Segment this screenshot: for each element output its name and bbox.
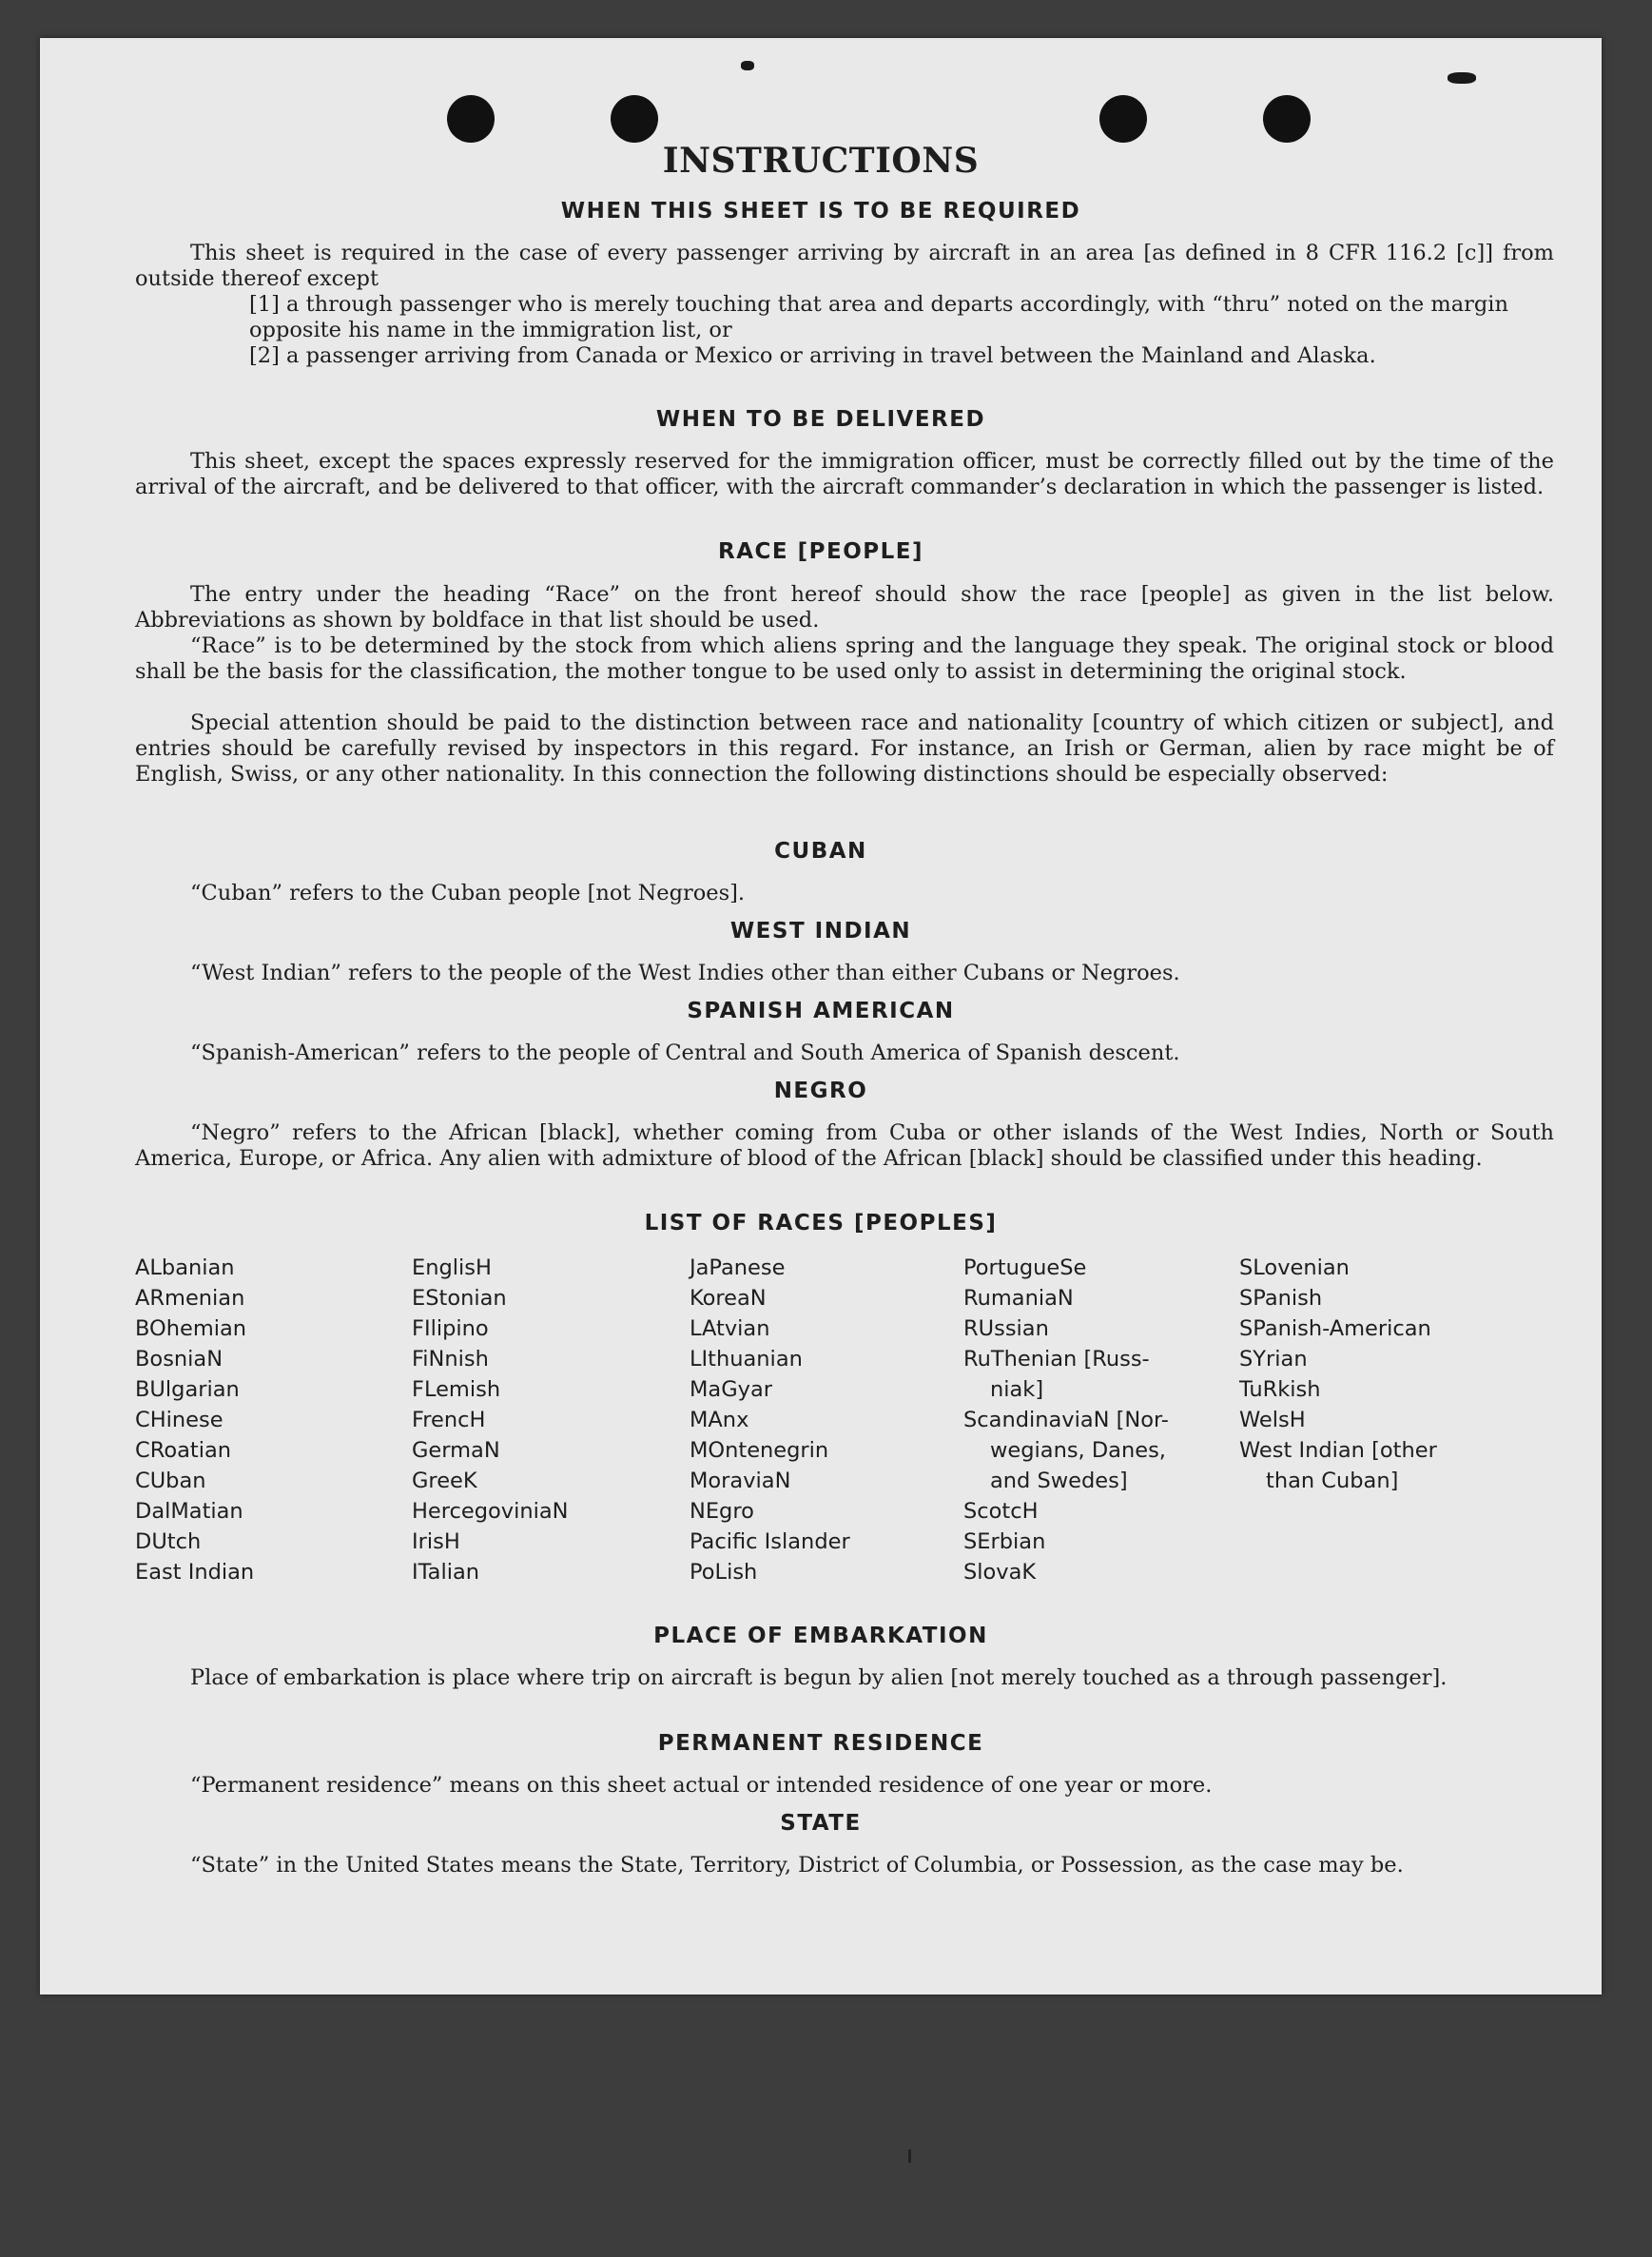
paragraph: Place of embarkation is place where trip on aircraft is begun by alien [not merely touched as a through passenger].	[190, 1665, 1448, 1690]
section-heading: PERMANENT RESIDENCE	[657, 1731, 984, 1756]
section-heading: NEGRO	[773, 1079, 868, 1103]
race-list-column	[963, 1253, 1169, 1587]
list-item: BOhemian	[135, 1316, 247, 1341]
paragraph: “West Indian” refers to the people of the West Indies other than either Cubans or Negroes.	[190, 961, 1180, 985]
list-item: ScotcH	[963, 1499, 1039, 1524]
list-item: PortugueSe	[963, 1255, 1087, 1280]
page-title: INSTRUCTIONS	[662, 141, 980, 181]
list-item: RUssian	[963, 1316, 1049, 1341]
list-item: Pacific Islander	[690, 1529, 850, 1554]
list-item: FIlipino	[412, 1316, 489, 1341]
list-item: JaPanese	[690, 1255, 786, 1280]
paragraph: This sheet is required in the case of every passenger arriving by aircraft in an area [as defined in 8 CFR 116.2 [c]] from outside thereof except	[135, 241, 1554, 291]
paragraph: “Negro” refers to the African [black], whether coming from Cuba or other islands of the West Indies, North or South America, Europe, or Africa. Any alien with admixture of blood of the African [black] should be classified under this heading.	[135, 1120, 1554, 1171]
list-item: SPanish	[1239, 1286, 1323, 1311]
paragraph: This sheet, except the spaces expressly reserved for the immigration officer, must be correctly filled out by the time of the arrival of the aircraft, and be delivered to that officer, with the aircraft commander’s declaration in which the passenger is listed.	[135, 449, 1554, 499]
list-item: MaGyar	[690, 1377, 772, 1402]
list-item: ALbanian	[135, 1255, 235, 1280]
list-item: MOntenegrin	[690, 1438, 829, 1463]
list-item: ITalian	[412, 1560, 479, 1585]
section-heading: CUBAN	[774, 839, 867, 864]
document-page	[40, 38, 1602, 1994]
list-item: CUban	[135, 1469, 206, 1493]
list-item: EStonian	[412, 1286, 507, 1311]
list-item: EnglisH	[412, 1255, 492, 1280]
list-item: FLemish	[412, 1377, 501, 1402]
section-heading: WHEN THIS SHEET IS TO BE REQUIRED	[560, 199, 1081, 224]
list-item: GreeK	[412, 1469, 477, 1493]
list-item: GermaN	[412, 1438, 500, 1463]
list-item: SLovenian	[1239, 1255, 1350, 1280]
list-item: FiNnish	[412, 1347, 489, 1372]
list-item: KoreaN	[690, 1286, 767, 1311]
list-item: SErbian	[963, 1529, 1046, 1554]
list-item: and Swedes]	[990, 1469, 1128, 1493]
list-item: RuThenian [Russ-	[963, 1347, 1150, 1372]
list-item: TuRkish	[1239, 1377, 1321, 1402]
list-item: ARmenian	[135, 1286, 245, 1311]
list-item: CHinese	[135, 1408, 224, 1432]
list-item: ScandinaviaN [Nor-	[963, 1408, 1169, 1432]
list-item: than Cuban]	[1266, 1469, 1399, 1493]
paragraph: “Permanent residence” means on this sheet actual or intended residence of one year or more.	[190, 1773, 1213, 1798]
race-list-column	[690, 1253, 850, 1587]
list-item: HercegoviniaN	[412, 1499, 569, 1524]
punch-hole	[447, 95, 495, 143]
list-item: BUlgarian	[135, 1377, 240, 1402]
list-item: LIthuanian	[690, 1347, 803, 1372]
list-item: SPanish-American	[1239, 1316, 1431, 1341]
list-item: niak]	[990, 1377, 1044, 1402]
list-item: MoraviaN	[690, 1469, 791, 1493]
section-heading: LIST OF RACES [PEOPLES]	[644, 1211, 998, 1236]
list-item: [1] a through passenger who is merely touching that area and departs accordingly, with “thru” noted on the margin opposite his name in the immigration list, or	[249, 292, 1508, 342]
punch-hole	[611, 95, 658, 143]
list-item: CRoatian	[135, 1438, 232, 1463]
list-item: SlovaK	[963, 1560, 1037, 1585]
list-item: West Indian [other	[1239, 1438, 1437, 1463]
paragraph: “Spanish-American” refers to the people of Central and South America of Spanish descent.	[190, 1041, 1180, 1065]
list-item: LAtvian	[690, 1316, 770, 1341]
section-heading: STATE	[780, 1811, 862, 1836]
list-item: BosniaN	[135, 1347, 224, 1372]
punch-hole	[1099, 95, 1147, 143]
list-item: DalMatian	[135, 1499, 243, 1524]
ink-mark	[741, 61, 754, 70]
race-list-column	[135, 1253, 254, 1587]
ink-mark	[1448, 72, 1476, 84]
list-item: [2] a passenger arriving from Canada or Mexico or arriving in travel between the Mainland and Alaska.	[249, 343, 1376, 368]
list-item: PoLish	[690, 1560, 758, 1585]
list-item: wegians, Danes,	[990, 1438, 1166, 1463]
race-list-column	[412, 1253, 568, 1587]
paragraph: “Cuban” refers to the Cuban people [not Negroes].	[190, 881, 746, 905]
section-heading: SPANISH AMERICAN	[687, 999, 955, 1023]
scan-mark	[908, 2150, 911, 2163]
race-list-column	[1239, 1253, 1437, 1496]
list-item: RumaniaN	[963, 1286, 1074, 1311]
paragraph: The entry under the heading “Race” on the front hereof should show the race [people] as given in the list below. Abbreviations as shown by boldface in that list should be used.	[135, 582, 1554, 632]
paragraph: Special attention should be paid to the distinction between race and nationality [country of which citizen or subject], and entries should be carefully revised by inspectors in this regard. For instance, an Irish or German, alien by race might be of English, Swiss, or any other nationality. In this connection the following distinctions should be especially observed:	[135, 710, 1554, 787]
list-item: NEgro	[690, 1499, 754, 1524]
section-heading: RACE [PEOPLE]	[718, 539, 923, 564]
paragraph: “State” in the United States means the State, Territory, District of Columbia, or Possession, as the case may be.	[190, 1853, 1404, 1878]
punch-hole	[1263, 95, 1311, 143]
list-item: DUtch	[135, 1529, 202, 1554]
list-item: IrisH	[412, 1529, 460, 1554]
list-item: SYrian	[1239, 1347, 1308, 1372]
section-heading: WHEN TO BE DELIVERED	[655, 407, 986, 432]
list-item: East Indian	[135, 1560, 255, 1585]
list-item: MAnx	[690, 1408, 749, 1432]
section-heading: WEST INDIAN	[729, 919, 912, 944]
list-item: FrencH	[412, 1408, 486, 1432]
paragraph: “Race” is to be determined by the stock from which aliens spring and the language they speak. The original stock or blood shall be the basis for the classification, the mother tongue to be used only to assist in determining the original stock.	[135, 633, 1554, 684]
list-item: WelsH	[1239, 1408, 1306, 1432]
section-heading: PLACE OF EMBARKATION	[653, 1624, 988, 1648]
